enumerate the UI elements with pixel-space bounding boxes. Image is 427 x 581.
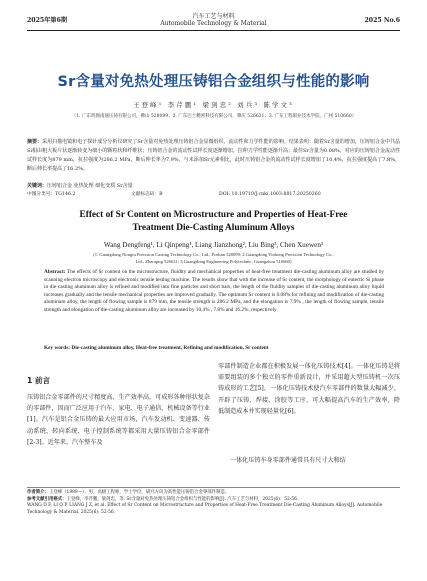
abstract-en-label: Abstract: <box>44 269 66 275</box>
document-code: 文献标志码：B <box>131 192 163 197</box>
abstract-zh-label: 摘要： <box>27 139 43 145</box>
keywords-en-label: Key words: <box>44 345 71 351</box>
footnote <box>27 490 400 516</box>
title-en-line: Treatment Die-Casting Aluminum Alloys <box>132 222 295 233</box>
author-bio-text: 王登峰（1989—），男，高级工程师，学士学位，研究方向为高性能压铸铝合金零部件制造。 <box>48 490 230 495</box>
abstract-zh-text: 采用扫描电镜和电子探针成分分析仪研究了Sr含量对免热处理压铸铝合金显微组织、流动性和力学性能的影响。结果表明：随着Sr含量的增加，压铸铝合金中共晶Si相由粗大板片状逐渐转变为细小的颗粒状和纤维状；压铸铝合金的流动性试样长度逐渐增加，拉伸力学性能逐渐升高；最佳Sr含量为0.08%，对应的压铸铝合金流动性试样长度为879 mm，抗拉强度为286.2 MPa，断后伸长率为7.9%，与未添加Sr元素相比，此时压铸铝合金的流动性试样长度增加了10.4%，抗拉强度提高了7.8%，断后伸长率提高了16.2%。 <box>27 139 400 172</box>
citation-zh-label: 参考文献引用格式： <box>27 496 67 502</box>
authors-zh: 王登峰¹ 李芹鹏¹ 梁剑忠² 刘兵³ 陈学文³ <box>132 101 294 109</box>
body-text-right: 零部件制造企业都在积极发展一体化压铸技术[4]。一体化压铸是将需要组装的多个独立的零件重新设计，并采用超大型压铸机一次压铸成形的工艺[5]。一体化压铸技术使汽车零部件的数量大幅减少，开辟了压铸、焊接、涂胶等工序，可大幅提高汽车的生产效率，降低制造成本并实现轻量化[6]。 <box>218 363 400 415</box>
keywords-zh <box>27 182 400 190</box>
header-rule <box>27 30 400 31</box>
journal-name-en: Automobile Technology & Material <box>160 20 267 27</box>
keywords-en-text: Die-casting aluminum alloy, Heat-free treatment, Refining and modification, Sr content <box>71 345 269 351</box>
author-bio-label: 作者简介： <box>27 490 49 495</box>
abstract-en <box>44 269 384 314</box>
affiliations-en <box>40 252 387 265</box>
keywords-zh-text: 压铸铝合金 免热处理 细化变质 Sr含量 <box>47 183 133 189</box>
affiliation-en-line: (1. Guangdong Nongtu Precision Casting Technology Co., Ltd., Foshan 528099; 2.Guangdong Yinhong Precision Technology Co., <box>93 252 334 257</box>
footnote-rule <box>27 487 400 488</box>
title-en-line: Effect of Sr Content on Microstructure and Properties of Heat-Free <box>79 210 348 220</box>
keywords-zh-label: 关键词： <box>27 183 48 189</box>
abstract-zh <box>27 138 400 174</box>
title-en <box>0 209 427 234</box>
doi-link[interactable]: DOI: 10.19710/J.cnki.1003-8817.20250260 <box>219 192 321 197</box>
citation-zh-text: 王登峰，李芹鹏，梁剑忠，等. Sr含量对免热处理压铸铝合金组织与性能的影响[J]. 汽车工艺与材料，2025(6)：52-56. <box>66 496 299 502</box>
journal-name-zh: 汽车工艺与材料 <box>192 13 235 20</box>
abstract-en-text: The effects of Sr content on the microstructure, fluidity and mechanical properties of heat-free treatment die-casting aluminum alloy are studied by scanning electron microscopy and electronic tensile testing machine. The results show that with the increase of Sr content, the morphology of eutectic Si phase in die-casting aluminum alloy is refined and modified into fine particles and short bars, the length of the fluidity samples of die-casting aluminum alloy liquid increases gradually and the tensile mechanical properties are improved gradually. The optimum Sr content is 0.08% for refining and modification of die-casting aluminum alloy, the length of flowing sample is 879 mm, the tensile strength is 286.2 MPa, and the elongation is 7.9% , the length of flowing sample, tensile strength and elongation of die-casting aluminum alloy are increased by 10.4% , 7.8% and 16.2%, respectively. <box>44 269 385 313</box>
clc-number: 中图分类号：TG146.2 <box>27 192 76 197</box>
citation-en: WANG D F, LI Q P, LIANG J Z, et al. Effect of Sr Content on Microstructure and Properties of Heat-Free Treatment Die-Casting Aluminum Alloys[J]. Automobile Technology & Material, 2025(6): 52-56. <box>27 503 383 515</box>
section-heading: 1 前言 <box>27 376 51 385</box>
authors-en: Wang Dengfeng¹, Li Qinpeng¹, Liang Jianzhong², Liu Bing³, Chen Xuewen³ <box>103 241 324 249</box>
body-text-left: 压铸铝合金零部件的尺寸精度高、生产效率高，可成形各种形状复杂的零部件，因而广泛应用于汽车、家电、电子通信、机械设备等行业[1]。汽车是铝合金压铸的最大应用市场，汽车发动机、变速器、传动系统、转向系统、电子控制系统等都采用大量压铸铝合金零部件[2-3]。近年来，汽车整车及 <box>27 394 210 446</box>
keywords-en <box>44 345 384 353</box>
affiliations-zh: （1. 广东鸿图南通压铸有限公司，佛山 528099；2. 广东巴士精密科技有限公司，肇庆 526631；3. 广东工程职业技术学院，广州 510660） <box>71 114 357 119</box>
affiliation-en-line: Ltd., Zhaoqing 526631; 3.Guangdong Engineering Polytechnic, Guangzhou 510660) <box>135 258 292 264</box>
issue-label: 2025年第6期 <box>27 17 68 24</box>
body-text-right-2: 一体化压铸车身零部件通常具有尺寸大和结 <box>230 457 346 464</box>
issue-number: 2025 No.6 <box>364 17 400 24</box>
page-title: Sr含量对免热处理压铸铝合金组织与性能的影响 <box>57 74 370 90</box>
